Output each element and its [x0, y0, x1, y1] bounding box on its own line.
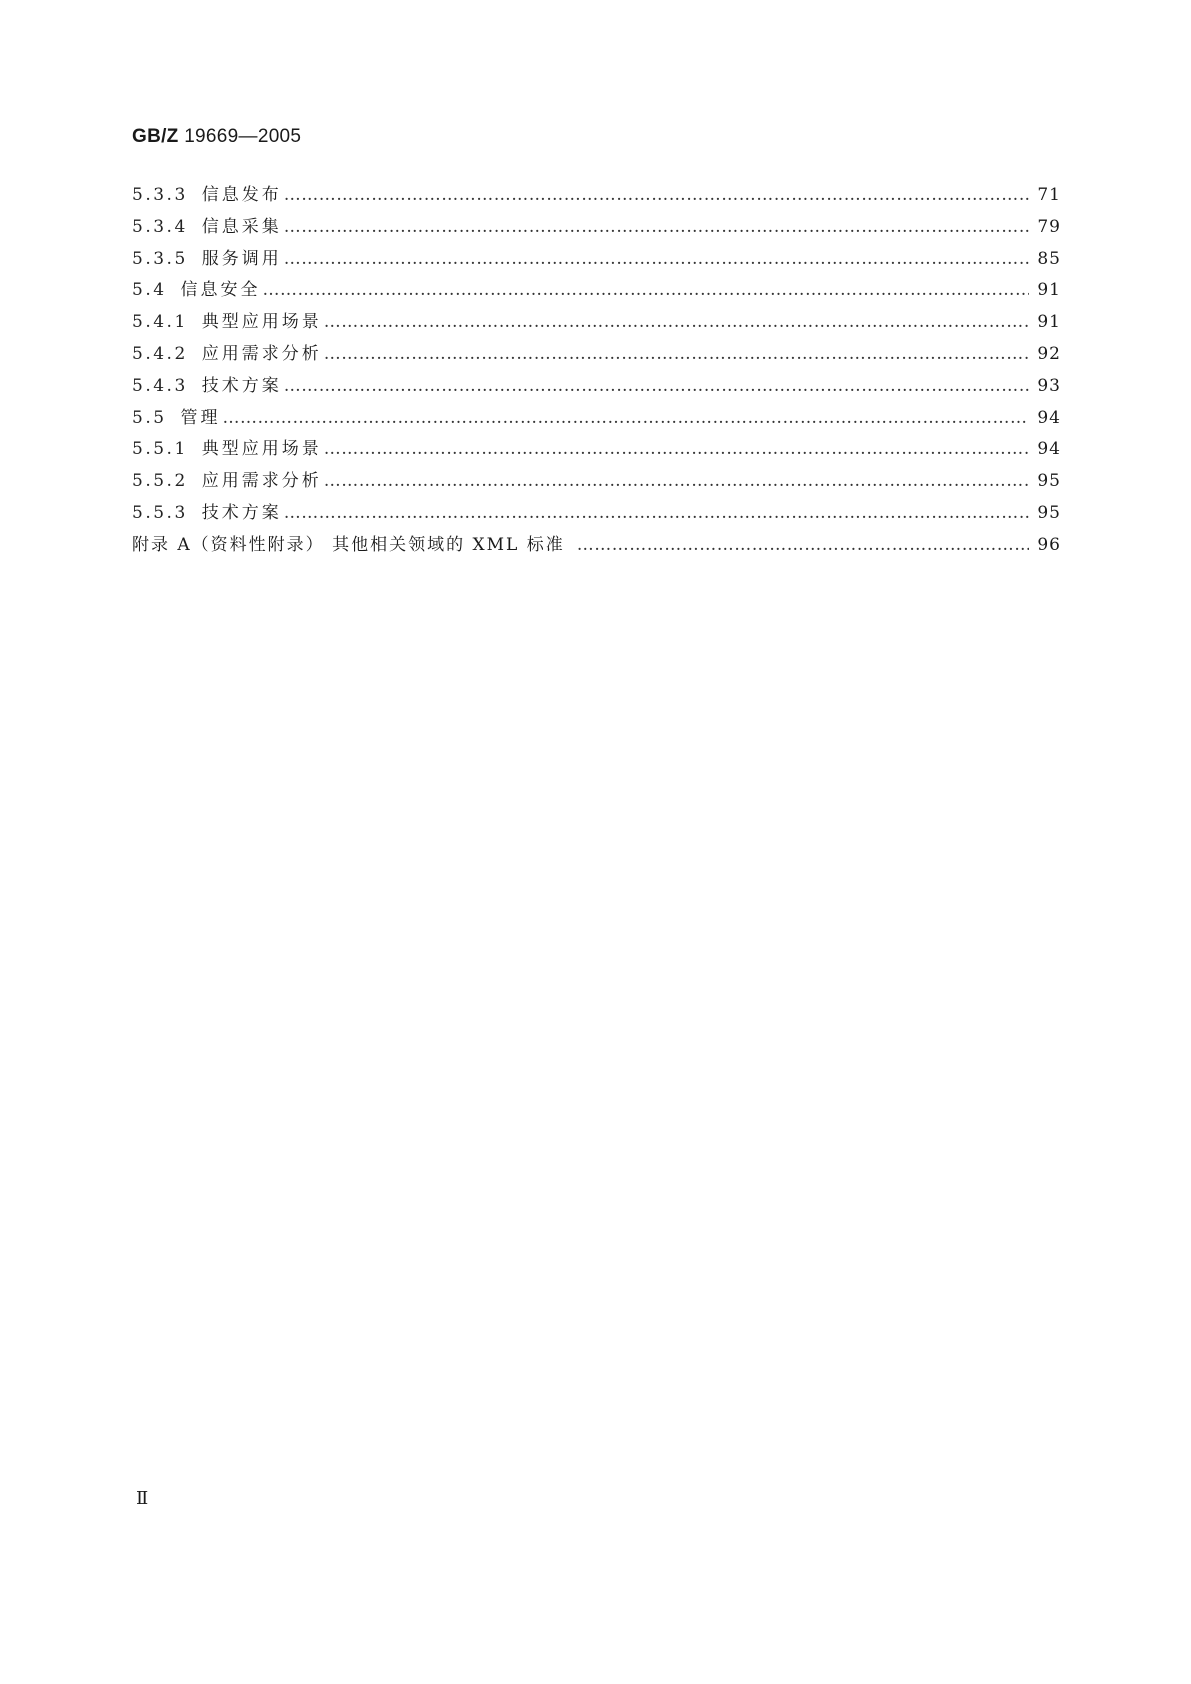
toc-entry-5-4-3[interactable]: [132, 371, 1061, 403]
toc-entry-page: 79: [1037, 216, 1061, 237]
toc-dot-leader: [324, 434, 1030, 466]
toc-dot-leader: [284, 212, 1030, 244]
toc-dot-leader: [223, 403, 1030, 435]
toc-entry-title: 典型应用场景: [201, 439, 322, 460]
toc-entry-page: 95: [1037, 471, 1061, 492]
toc-entry-5-4[interactable]: [132, 275, 1061, 307]
toc-entry-page: 71: [1037, 185, 1061, 205]
toc-entry-number: 5.3.5: [132, 248, 188, 269]
toc-entry-appendix-a[interactable]: [132, 530, 1061, 562]
toc-entry-number: 5.5.1: [132, 439, 188, 460]
toc-entry-number: 5.4.2: [132, 343, 188, 364]
toc-entry-5-4-2[interactable]: [132, 339, 1061, 371]
toc-entry-page: 91: [1037, 312, 1061, 333]
toc-dot-leader: [324, 307, 1030, 339]
toc-entry-number: 5.3.3: [132, 185, 188, 205]
toc-dot-leader: [284, 244, 1030, 276]
toc-entry-title: 管理: [180, 407, 221, 428]
toc-entry-page: 94: [1037, 407, 1061, 428]
toc-dot-leader: [263, 275, 1030, 307]
toc-dot-leader: [324, 339, 1030, 371]
standard-code-prefix: GB/Z: [132, 126, 179, 147]
toc-entry-number: 5.4.1: [132, 312, 188, 333]
toc-entry-title: 信息发布: [201, 185, 282, 205]
toc-entry-title: 信息采集: [201, 216, 282, 237]
toc-dot-leader: [284, 498, 1030, 530]
toc-entry-5-5-1[interactable]: [132, 434, 1061, 466]
toc-entry-number: 5.3.4: [132, 216, 188, 237]
toc-entry-5-5-3[interactable]: [132, 498, 1061, 530]
toc-dot-leader: [284, 371, 1030, 403]
toc-entry-page: 95: [1037, 502, 1061, 523]
toc-entry-title: 技术方案: [201, 375, 282, 396]
toc-dot-leader: [324, 466, 1030, 498]
toc-appendix-title: 附录 A（资料性附录） 其他相关领域的 XML 标准: [132, 534, 565, 555]
toc-entry-title: 应用需求分析: [201, 343, 322, 364]
toc-entry-number: 5.4.3: [132, 375, 188, 396]
toc-entry-page: 94: [1037, 439, 1061, 460]
toc-entry-number: 5.4: [132, 280, 167, 301]
toc-entry-page: 91: [1037, 280, 1061, 301]
toc-entry-5-3-5[interactable]: [132, 244, 1061, 276]
toc-entry-page: 85: [1037, 248, 1061, 269]
toc-dot-leader: [577, 530, 1030, 562]
toc-entry-5-5-2[interactable]: [132, 466, 1061, 498]
toc-entry-page: 92: [1037, 343, 1061, 364]
toc-entry-number: 5.5.3: [132, 502, 188, 523]
toc-entry-5-4-1[interactable]: [132, 307, 1061, 339]
toc-entry-page: 93: [1037, 375, 1061, 396]
toc-entry-title: 服务调用: [201, 248, 282, 269]
toc-entry-number: 5.5.2: [132, 471, 188, 492]
standard-code-header: [132, 126, 301, 148]
table-of-contents: [132, 180, 1061, 562]
toc-entry-title: 信息安全: [180, 280, 261, 301]
toc-entry-page: 96: [1037, 534, 1061, 555]
toc-dot-leader: [284, 180, 1030, 212]
toc-entry-title: 典型应用场景: [201, 312, 322, 333]
toc-entry-5-3-4[interactable]: [132, 212, 1061, 244]
toc-entry-5-3-3[interactable]: [132, 180, 1061, 212]
toc-entry-5-5[interactable]: [132, 403, 1061, 435]
page-number-footer: Ⅱ: [136, 1488, 149, 1509]
toc-entry-title: 应用需求分析: [201, 471, 322, 492]
toc-entry-number: 5.5: [132, 407, 167, 428]
toc-entry-title: 技术方案: [201, 502, 282, 523]
standard-code-number: 19669—2005: [184, 126, 302, 147]
